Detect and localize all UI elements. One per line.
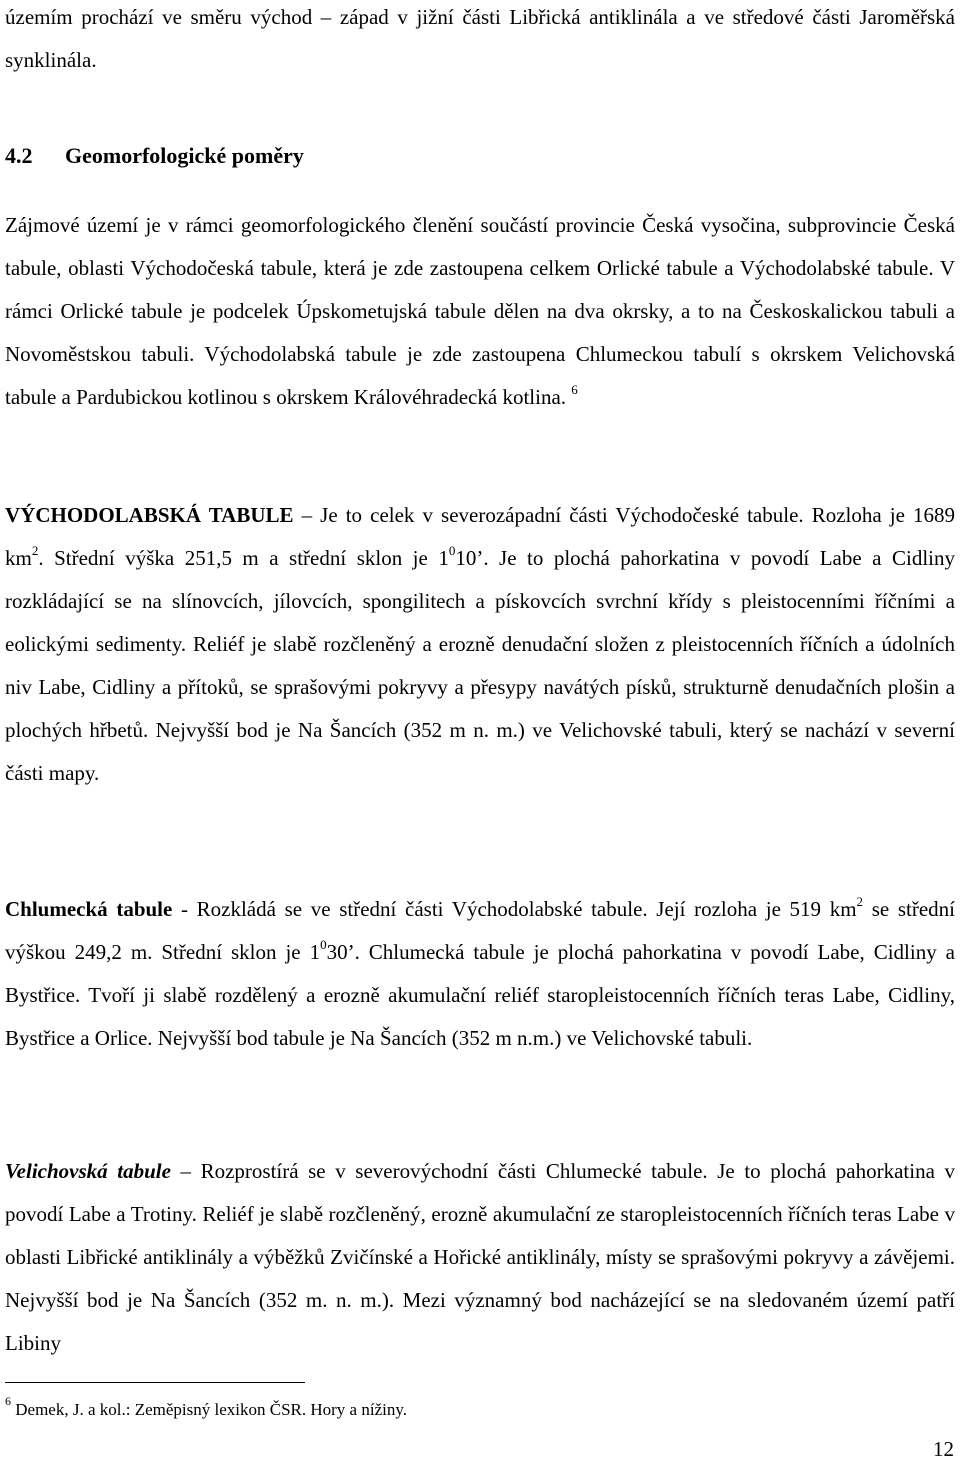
paragraph-text: Zájmové území je v rámci geomorfologického členění součástí provincie Česká vysočina, subprovincie Česká tabule, oblasti Východočeská tabule, která je zde zastoupena celkem Orlické tabule a Východolabské tabule. V rámci Orlické tabule je podcelek Úpskometujská tabule dělen na dva okrsky, a to na Českoskalickou tabuli a Novoměstskou tabuli. Východolabská tabule je zde zastoupena Chlumeckou tabulí s okrskem Velichovská tabule a Pardubickou kotlinou s okrskem Královéhradecká kotlina. [5,213,955,409]
footnote [5,1396,407,1424]
term-chlumecka: Chlumecká tabule [5,897,173,921]
section-title: Geomorfologické poměry [65,143,304,168]
paragraph-chlumecka [5,888,955,1060]
paragraph-text: 30’. Chlumecká tabule je plochá pahorkatina v povodí Labe, Cidliny a Bystřice. Tvoří ji slabě rozdělený a erozně akumulační reliéf staropleistocenních říčních teras Labe, Cidliny, Bystřice a Orlice. Nejvyšší bod tabule je Na Šancích (352 m n.m.) ve Velichovské tabuli. [5,940,955,1050]
paragraph-text: 10’. Je to plochá pahorkatina v povodí Labe a Cidliny rozkládající se na slínovcích, jílovcích, spongilitech a pískovcích svrchní křídy s pleistocenními říčními a eolickými sedimenty. Reliéf je slabě rozčleněný a erozně denudační složen z pleistocenních říčních a údolních niv Labe, Cidliny a přítoků, se sprašovými pokryvy a přesypy navátých písků, strukturně denudačních plošin a plochých hřbetů. Nejvyšší bod je Na Šancích (352 m n. m.) ve Velichovské tabuli, který se nachází v severní části mapy. [5,546,955,785]
footnote-ref: 6 [571,382,578,397]
paragraph-geomorphology [5,204,955,419]
term-velichovska: Velichovská tabule [5,1159,171,1183]
footnote-number: 6 [5,1394,11,1409]
paragraph-text: se střední výškou 249,2 m. Střední sklon je 1 [5,897,956,964]
paragraph-text: – Rozprostírá se v severovýchodní části Chlumecké tabule. Je to plochá pahorkatina v povodí Labe a Trotiny. Reliéf je slabě rozčleněný, erozně akumulační ze staropleistocenních říčních teras Labe v oblasti Libřické antiklinály a výběžků Zvičínské a Hořické antiklinály, místy se sprašovými pokryvy a závějemi. Nejvyšší bod je Na Šancích (352 m. n. m.). Mezi významný bod nacházející se na sledovaném území patří Libiny [5,1159,955,1355]
superscript: 2 [31,543,39,558]
top-paragraph: územím prochází ve směru východ – západ v jižní části Libřická antiklinála a ve středové části Jaroměřská synklinála. [5,5,955,72]
paragraph-velichovska [5,1150,955,1365]
page-number: 12 [933,1437,954,1461]
superscript: 2 [856,894,864,909]
footnote-divider [5,1382,305,1383]
footnote-text: Demek, J. a kol.: Zeměpisný lexikon ČSR. Hory a nížiny. [11,1400,407,1419]
section-heading [5,141,304,171]
paragraph-vychodolabska [5,494,955,795]
superscript: 0 [320,937,327,952]
term-vychodolabska: VÝCHODOLABSKÁ TABULE [5,503,294,527]
superscript: 0 [448,543,456,558]
paragraph-text: . Střední výška 251,5 m a střední sklon je 1 [38,546,449,570]
section-number: 4.2 [5,143,33,168]
paragraph-text: - Rozkládá se ve střední části Východolabské tabule. Její rozloha je 519 km [172,897,857,921]
paragraph-text: – Je to celek v severozápadní části Východočeské tabule. Rozloha je 1689 km [5,503,955,570]
